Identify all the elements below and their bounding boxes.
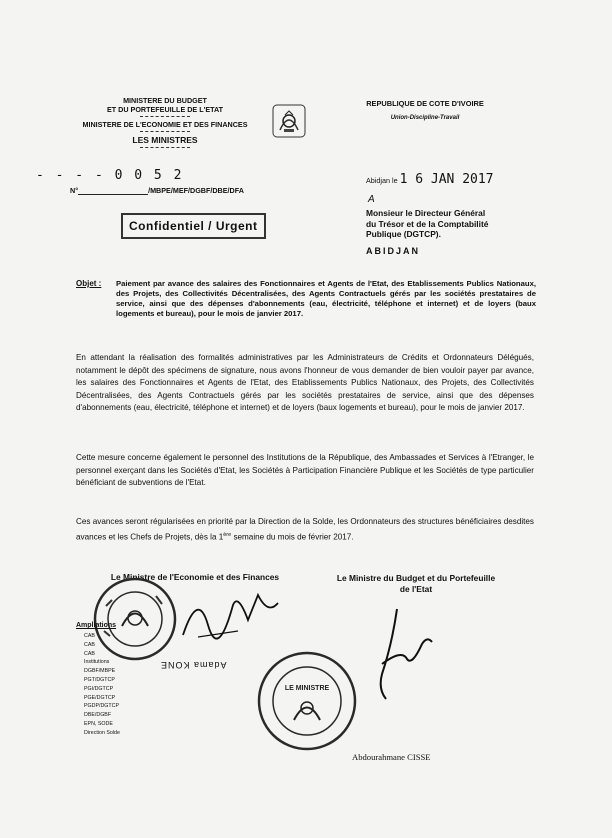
reference-line: [70, 186, 244, 195]
motto: Union-Discipline-Travail: [390, 115, 460, 121]
ampliation-item: Institutions: [84, 659, 110, 666]
reference-prefix: N°: [70, 186, 79, 195]
signatory-right-line1: Le Ministre du Budget et du Portefeuille: [336, 573, 496, 583]
ampliation-item: PGE/DGTCP: [84, 694, 116, 701]
ministers-heading: LES MINISTRES: [132, 135, 198, 145]
republic-name: REPUBLIQUE DE COTE D'IVOIRE: [366, 99, 484, 108]
date-value: 1 6 JAN 2017: [399, 172, 494, 187]
ampliation-item: PGI/DGTCP: [84, 685, 114, 692]
coat-of-arms-icon: [272, 104, 306, 138]
ampliations-label: Ampliations: [76, 622, 117, 629]
body-paragraph-1: En attendant la réalisation des formalités administratives par les Administrateurs de Crédits et Ordonnateurs Délégués, notamment le dépôt des spécimens de signature, nous avons l'honneur de vous demander de bien vouloir payer par avance, les salaires des Fonctionnaires et Agents de l'Etat, des Etablissements Publics Nationaux, des Projets, des Collectivités Décentralisées, des Agents Contractuels gérés par les sociétés prestataires de service, ainsi que des dépenses d'abonnements (eau, électricité, téléphone et internet) et de loyers (baux logements et bureau), pour le mois de janvier 2017.: [76, 353, 534, 412]
ampliation-item: DBE/DGBF: [84, 712, 112, 719]
date-prefix: Abidjan le: [366, 176, 398, 185]
ministry-budget-line1: MINISTERE DU BUDGET: [123, 96, 207, 105]
ampliation-item: Direction Solde: [84, 729, 120, 736]
subject-label: Objet :: [76, 279, 102, 288]
addressee: [366, 208, 586, 240]
left-handwritten-signature-icon: [178, 585, 288, 645]
ampliation-item: PGDP/DGTCP: [84, 703, 120, 710]
divider: [140, 131, 190, 132]
body-paragraph-2: Cette mesure concerne également le personnel des Institutions de la République, des Ambassades et Services à l'Etranger, le personnel exerçant dans les Sociétés d'Etat, les Sociétés à Participation Financière Publique et les Sociétés de type particulier bénéficiant de subventions de l'Etat.: [76, 453, 534, 487]
republic-header: [350, 99, 500, 121]
signatory-left-title: Le Ministre de l'Economie et des Finances: [110, 572, 280, 582]
divider: [140, 116, 190, 117]
body-paragraph-3: [76, 516, 534, 544]
reference-blank: [78, 194, 148, 195]
ministry-budget-line2: ET DU PORTEFEUILLE DE L'ETAT: [106, 105, 224, 114]
signatory-right-line2: de l'Etat: [399, 584, 433, 594]
p3-superscript: ère: [223, 531, 232, 538]
ampliation-item: CAB: [84, 641, 95, 648]
ampliation-item: PGT/DGTCP: [84, 676, 115, 683]
seal-inner-text: LE MINISTRE: [284, 685, 330, 692]
addressee-line2: du Trésor et de la Comptabilité: [366, 218, 489, 229]
reference-number: - - - - 0 0 5 2: [36, 168, 184, 183]
addressee-marker: A: [368, 194, 375, 205]
right-official-seal-icon: [256, 650, 358, 752]
addressee-line3: Publique (DGTCP).: [366, 229, 441, 239]
ampliation-item: EPN, SODE: [84, 720, 113, 727]
signatory-right-name: Abdourahmane CISSE: [352, 752, 431, 762]
p3-text-b: semaine du mois de février 2017.: [231, 532, 354, 542]
ampliation-item: CAB: [84, 633, 95, 639]
right-handwritten-signature-icon: [352, 604, 442, 714]
ampliation-item: DGBF/MBPE: [84, 668, 116, 675]
ampliations-list: [84, 632, 120, 738]
ampliation-item: CAB: [84, 650, 95, 657]
signatory-left-name: Adama KONE: [160, 660, 227, 670]
addressee-line1: Monsieur le Directeur Général: [366, 208, 486, 218]
addressee-city: ABIDJAN: [366, 246, 421, 256]
issuing-ministries: [70, 96, 260, 151]
date-line: [366, 172, 494, 187]
confidential-stamp: Confidentiel / Urgent: [121, 213, 266, 239]
subject-text: Paiement par avance des salaires des Fonctionnaires et Agents de l'Etat, des Etablissements Publics Nationaux, des Projets, des Collectivités Décentralisées, des Agents Contractuels gérés par les sociétés prestataires de service, ainsi que des dépenses d'abonnements (eau, électricité, téléphone et internet) et de loyers (baux logements et bureau), pour le mois de janvier 2017.: [116, 279, 536, 318]
divider: [140, 147, 190, 148]
signatory-right-title: [326, 573, 506, 595]
p3-text-a: Ces avances seront régularisées en priorité par la Direction de la Solde, les Ordonnateurs des structures bénéficiaires desdites avances et les Chefs de Projets, dès la 1: [76, 517, 534, 542]
ministry-economy: MINISTERE DE L'ECONOMIE ET DES FINANCES: [82, 120, 248, 129]
reference-suffix: /MBPE/MEF/DGBF/DBE/DFA: [148, 186, 244, 195]
